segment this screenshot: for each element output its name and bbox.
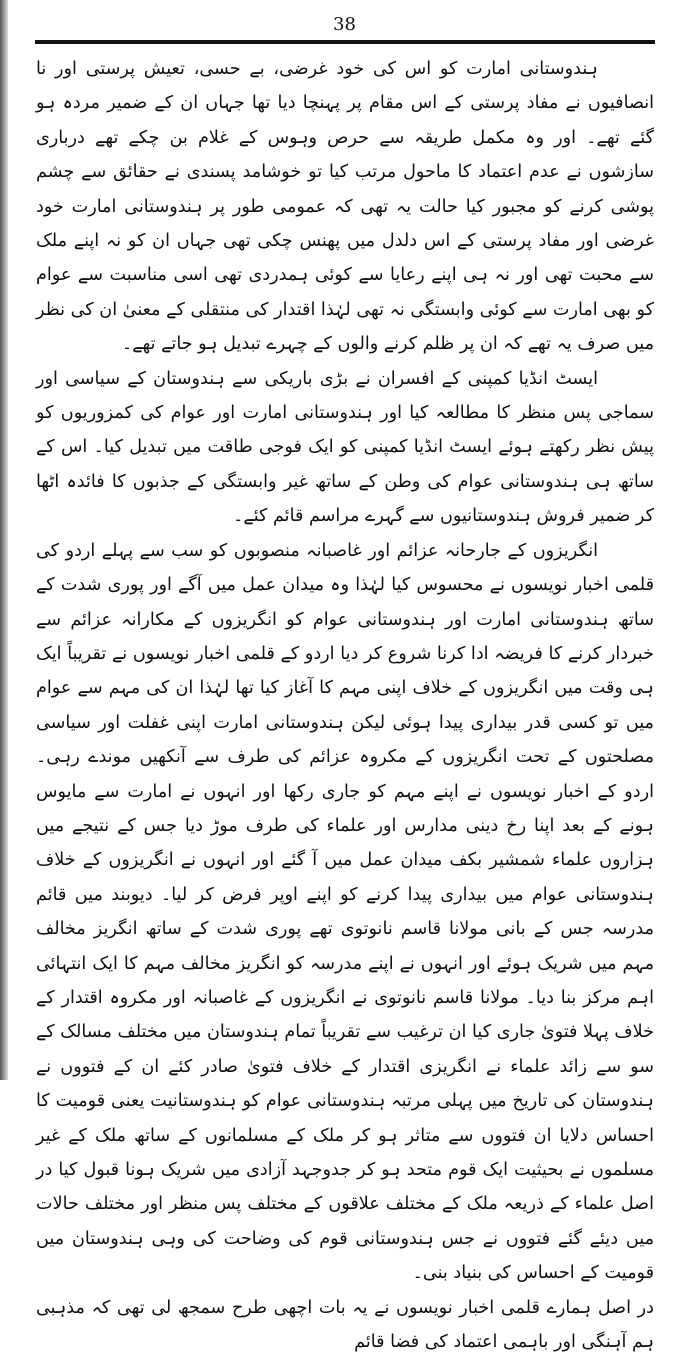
book-spine-shadow [0, 0, 8, 1080]
paragraph-3: انگریزوں کے جارحانہ عزائم اور غاصبانہ منصوبوں کو سب سے پہلے اردو کی قلمی اخبار نویسوں نے محسوس کیا لہٰذا وہ میدان عمل میں آگے اور پوری شدت کے ساتھ ہندوستانی امارت اور ہندوستانی عوام کو انگریزوں کے مکارانہ عزائم سے خبردار کرنے کا فریضہ ادا کرنا شروع کر دیا اردو کے قلمی اخبار نویسوں نے تقریباً ایک ہی وقت میں انگریزوں کے خلاف اپنی مہم کا آغاز کیا تھا لہٰذا ان کی مہم سے عوام میں تو کسی قدر بیداری پیدا ہوئی لیکن ہندوستانی امارت اپنی غفلت اور سیاسی مصلحتوں کے تحت انگریزوں کے مکروہ عزائم کی طرف سے آنکھیں موندے رہی۔ اردو کے اخبار نویسوں نے اپنے مہم کو جاری رکھا اور انہوں نے امارت سے مایوس ہونے کے بعد اپنا رخ دینی مدارس اور علماء کی طرف موڑ دیا جس کے نتیجے میں ہزاروں علماء شمشیر بکف میدان عمل میں آ گئے اور انہوں نے انگریزوں کے خلاف ہندوستانی عوام میں بیداری پیدا کرنے کو اپنے اوپر فرض کر لیا۔ دیوبند میں قائم مدرسہ جس کے بانی مولانا قاسم نانوتوی تھے پوری شدت کے ساتھ انگریز مخالف مہم میں شریک ہوئے اور انہوں نے اپنے مدرسہ کو انگریز مخالف مہم کا ایک انتہائی اہم مرکز بنا دیا۔ مولانا قاسم نانوتوی نے انگریزوں کے غاصبانہ اور مکروہ اقتدار کے خلاف پہلا فتویٰ جاری کیا ان ترغیب سے تقریباً تمام ہندوستان میں مختلف مسالک کے سو سے زائد علماء نے انگریزی اقتدار کے خلاف فتویٰ صادر کئے ان کے فتووں نے ہندوستان کی تاریخ میں پہلی مرتبہ ہندوستانی عوام کو ہندوستانیت یعنی قومیت کا احساس دلایا ان فتووں سے متاثر ہو کر ملک کے مسلمانوں کے ساتھ ملک کے غیر مسلموں نے بحیثیت ایک قوم متحد ہو کر جدوجہد آزادی میں شریک ہونا قبول کیا در اصل علماء کے ذریعہ ملک کے مختلف علاقوں کے مختلف پس منظر اور مختلف حالات میں دیئے گئے فتووں نے جس ہندوستانی قوم کی وضاحت کی وہی ہندوستان میں قومیت کے احساس کی بنیاد بنی۔ [36, 540, 654, 1284]
body-text [36, 52, 654, 1359]
header-rule [35, 40, 655, 44]
paragraph-2: ایسٹ انڈیا کمپنی کے افسران نے بڑی باریکی سے ہندوستان کے سیاسی اور سماجی پس منظر کا مطالعہ کیا اور ہندوستانی امارت اور عوام کی کمزوریوں کو پیش نظر رکھتے ہوئے ایسٹ انڈیا کمپنی کو ایک فوجی طاقت میں تبدیل کیا۔ اس کے ساتھ ہی ہندوستانی عوام کی وطن کے ساتھ غیر وابستگی کے جذبوں کا فائدہ اٹھا کر ضمیر فروش ہندوستانیوں سے گہرے مراسم قائم کئے۔ [36, 368, 654, 527]
paragraph-4: در اصل ہمارے قلمی اخبار نویسوں نے یہ بات اچھی طرح سمجھ لی تھی کہ مذہبی ہم آہنگی اور باہمی اعتماد کی فضا قائم [36, 1297, 654, 1353]
page-number: 38 [333, 14, 356, 35]
paragraph-1: ہندوستانی امارت کو اس کی خود غرضی، بے حسی، تعیش پرستی اور نا انصافیوں نے مفاد پرستی کے اس مقام پر پہنچا دیا تھا جہاں ان کے ضمیر مردہ ہو گئے تھے۔ اور وہ مکمل طریقہ سے حرص وہوس کے غلام بن چکے تھے درباری سازشوں نے عدم اعتماد کا ماحول مرتب کیا تو خوشامد پسندی نے حقائق سے چشم پوشی کرنے کو مجبور کیا حالت یہ تھی کہ عمومی طور پر ہندوستانی امارت خود غرضی اور مفاد پرستی کے اس دلدل میں پھنس چکی تھی جہاں ان کو نہ اپنے ملک سے محبت تھی اور نہ ہی اپنے رعایا سے کوئی ہمدردی تھی اسی مناسبت سے عوام کو بھی امارت سے کوئی وابستگی نہ تھی لہٰذا اقتدار کی منتقلی کے معنیٰ ان کی نظر میں صرف یہ تھے کہ ان پر ظلم کرنے والوں کے چہرے تبدیل ہو جاتے تھے۔ [36, 59, 654, 355]
